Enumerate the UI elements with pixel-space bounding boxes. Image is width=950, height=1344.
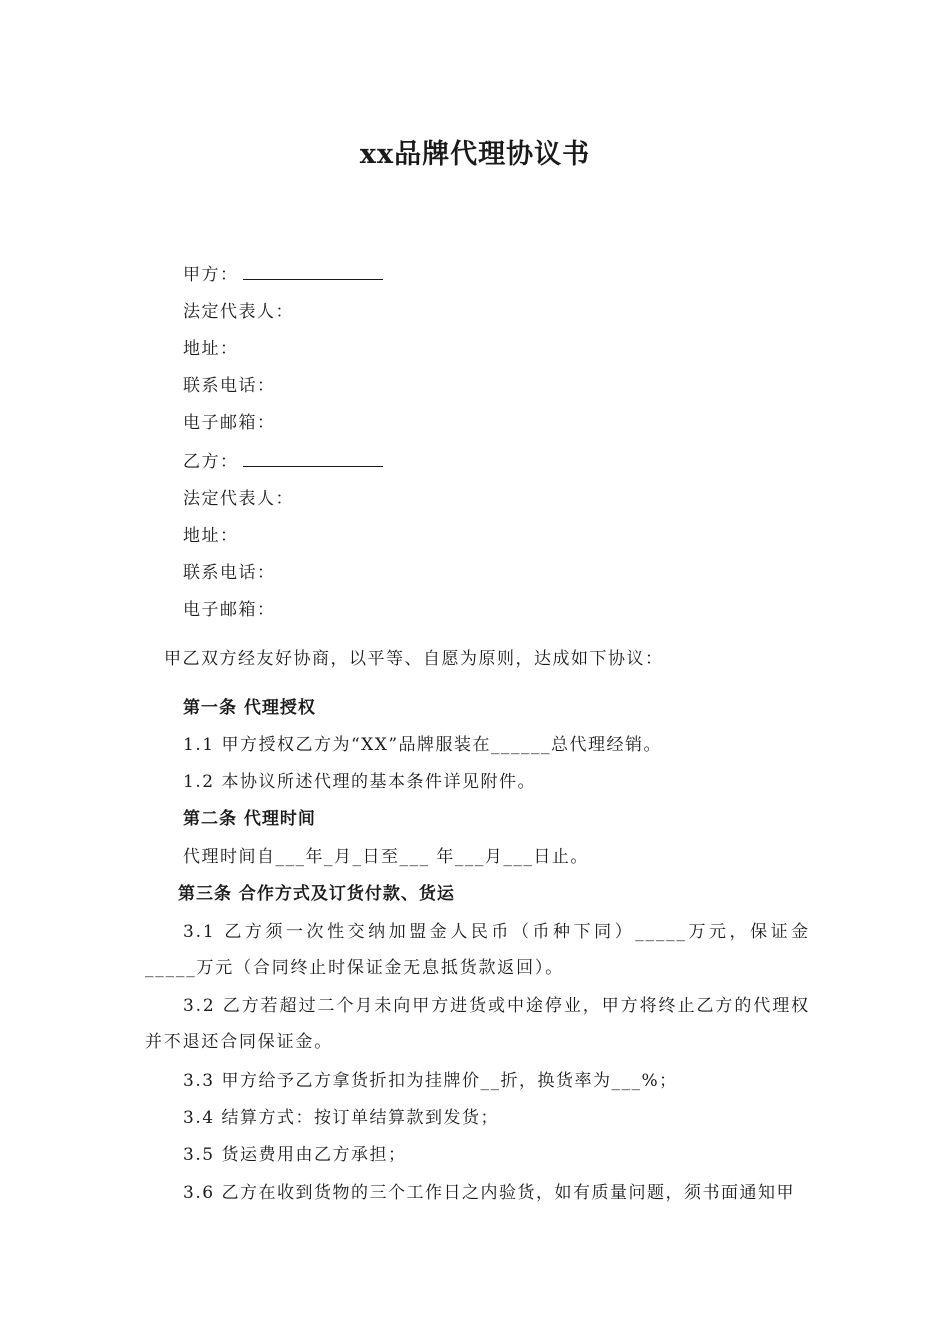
party-b-phone: 联系电话： (183, 563, 276, 583)
party-a-phone: 联系电话： (183, 376, 276, 396)
party-b-blank (243, 451, 383, 467)
party-a-rep: 法定代表人： (183, 302, 294, 322)
clause-3-3: 3.3 甲方给予乙方拿货折扣为挂牌价__折，换货率为___%； (183, 1071, 678, 1091)
party-b-address: 地址： (183, 526, 239, 546)
clause-3-4: 3.4 结算方式：按订单结算款到发货； (183, 1108, 499, 1128)
party-a-address: 地址： (183, 339, 239, 359)
clause-3-2: 3.2 乙方若超过二个月未向甲方进货或中途停业，甲方将终止乙方的代理权并不退还合同保证金。 (145, 996, 810, 1052)
party-b-rep: 法定代表人： (183, 489, 294, 509)
clause-3-5: 3.5 货运费用由乙方承担； (183, 1145, 407, 1165)
clause-1-2: 1.2 本协议所述代理的基本条件详见附件。 (183, 772, 536, 792)
party-a-email: 电子邮箱： (183, 413, 276, 433)
party-b-line (183, 451, 383, 473)
party-a-label: 甲方： (183, 265, 239, 285)
party-b-email: 电子邮箱： (183, 600, 276, 620)
clause-1-1: 1.1 甲方授权乙方为“XX”品牌服装在______总代理经销。 (183, 735, 663, 755)
clause-2: 代理时间自___年_月_日至___ 年___月___日止。 (183, 847, 589, 867)
article-1-heading: 第一条 代理授权 (183, 698, 316, 718)
article-2-heading: 第二条 代理时间 (183, 809, 316, 829)
document-title: xx品牌代理协议书 (359, 139, 591, 170)
article-3-heading: 第三条 合作方式及订货付款、货运 (178, 884, 455, 904)
party-b-label: 乙方： (183, 452, 239, 472)
clause-3-1: 3.1 乙方须一次性交纳加盟金人民币（币种下同）_____万元，保证金_____万元（合同终止时保证金无息抵货款返回）。 (145, 922, 810, 978)
clause-3-6: 3.6 乙方在收到货物的三个工作日之内验货，如有质量问题，须书面通知甲 (183, 1183, 795, 1203)
intro-paragraph: 甲乙双方经友好协商，以平等、自愿为原则，达成如下协议： (164, 649, 664, 669)
party-a-blank (243, 264, 383, 280)
party-a-line (183, 264, 383, 286)
